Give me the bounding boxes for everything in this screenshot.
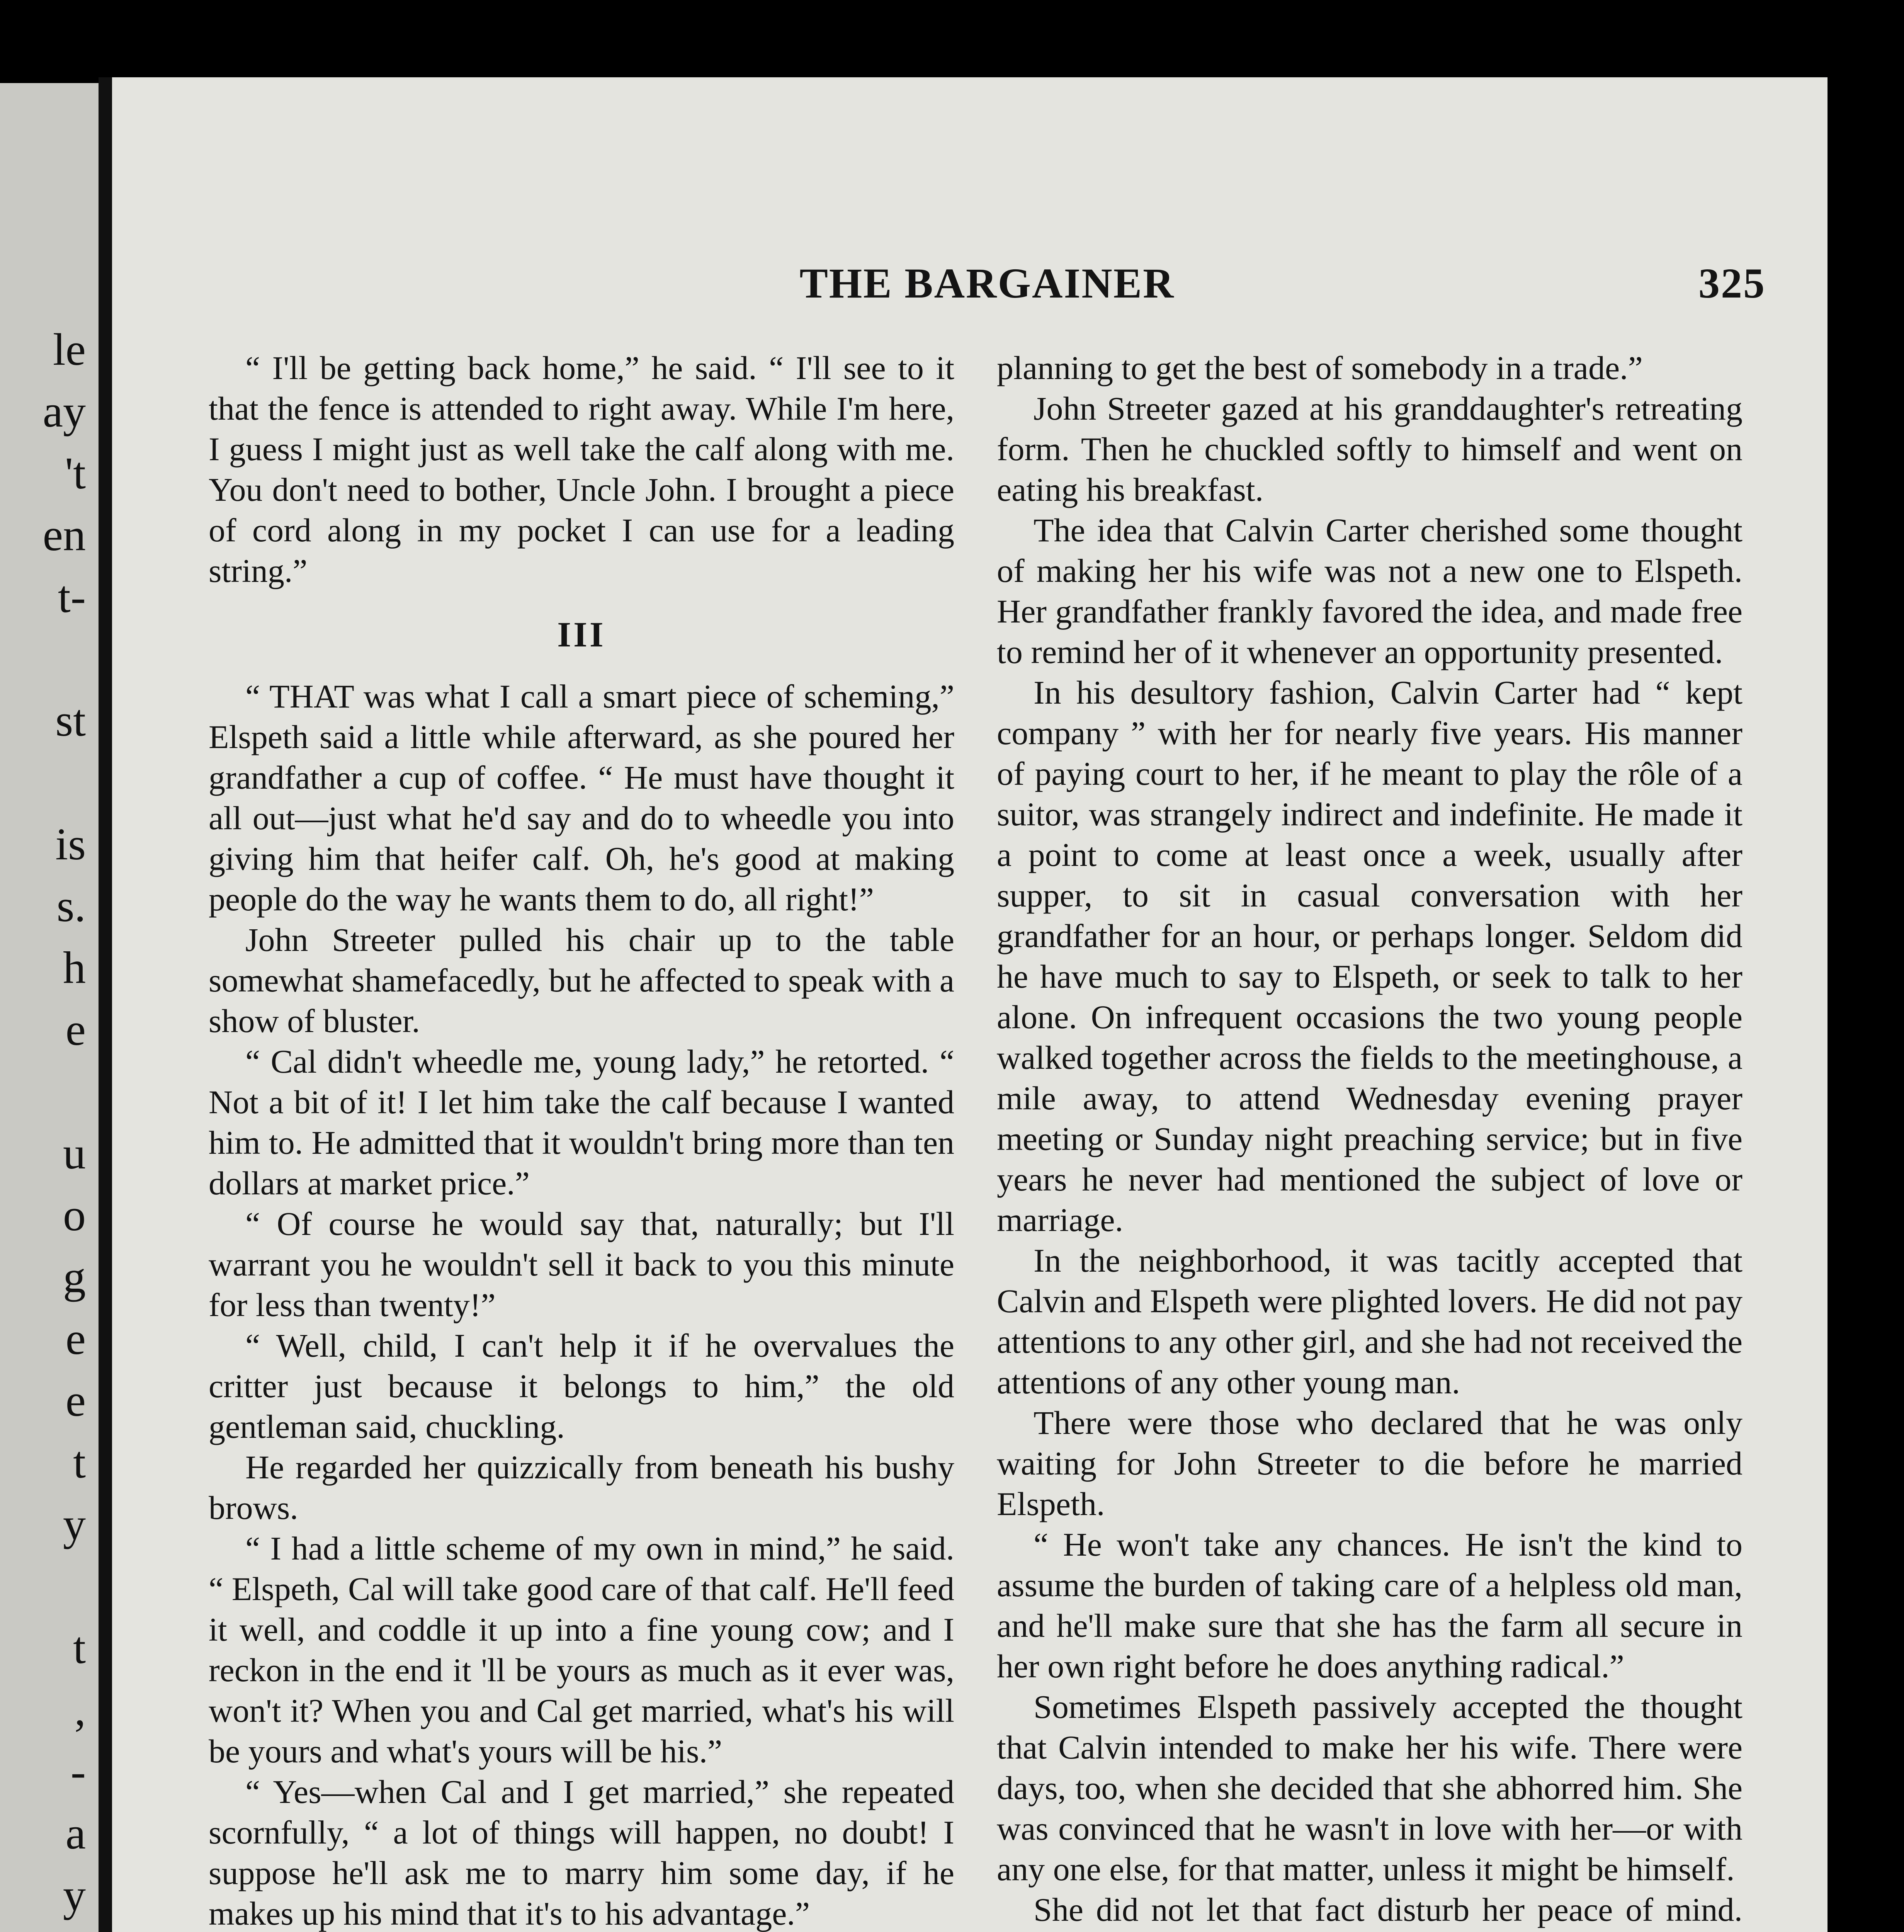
facing-page-fragment: le (53, 324, 86, 375)
paragraph: He regarded her quizzically from beneath his bushy brows. (209, 1449, 954, 1526)
left-column (209, 348, 954, 1932)
paragraph: John Streeter gazed at his granddaughter's retreating form. Then he chuckled softly to himself and went on eating his breakfast. (997, 390, 1742, 508)
facing-page-fragment: e (65, 1375, 86, 1426)
section-heading: III (557, 615, 606, 654)
paragraph: Sometimes Elspeth passively accepted the thought that Calvin intended to make her his wife. There were days, too, when she decided that she abhorred him. She was convinced that he wasn't in love with her—or with any one else, for that matter, unless it might be himself. (997, 1688, 1742, 1888)
paragraph: “ Yes—when Cal and I get married,” she repeated scornfully, “ a lot of things will happen, no doubt! I suppose he'll ask me to marry him some day, if he makes up his mind that it's to his advantage.” (209, 1773, 954, 1932)
facing-page-fragment (0, 1061, 97, 1122)
facing-page-fragment: y (63, 1499, 86, 1549)
paragraph: “ Cal didn't wheedle me, young lady,” he retorted. “ Not a bit of it! I let him take the calf because I wanted him to. He admitted that it wouldn't bring more than ten dollars at market price.” (209, 1043, 954, 1202)
paragraph: “ He won't take any chances. He isn't the kind to assume the burden of taking care of a helpless old man, and he'll make sure that she has the farm all secure in her own right before he does anything radical.” (997, 1526, 1742, 1685)
facing-page-fragment (0, 1555, 97, 1617)
facing-page-fragment: e (65, 1313, 86, 1364)
facing-page-fragment: s. (56, 881, 86, 931)
facing-page-fragment: u (63, 1128, 86, 1179)
facing-page-fragment: t- (58, 571, 86, 622)
running-title: THE BARGAINER (799, 260, 1175, 307)
text-columns (209, 348, 1766, 1932)
paragraph: “ I'll be getting back home,” he said. “ I'll see to it that the fence is attended to right away. While I'm here, I guess I might just as well take the calf along with me. You don't need to bother, Uncle John. I brought a piece of cord along in my pocket I can use for a leading string.” (209, 349, 954, 589)
facing-page-fragment: ay (42, 386, 86, 437)
facing-page-fragment: h (63, 942, 86, 993)
paragraph: The idea that Calvin Carter cherished some thought of making her his wife was not a new one to Elspeth. Her grandfather frankly favored the idea, and made free to remind her of it whenever an opportunity presented. (997, 512, 1742, 670)
paragraph: “ Of course he would say that, naturally; but I'll warrant you he wouldn't sell it back to you this minute for less than twenty!” (209, 1205, 954, 1323)
right-column (997, 348, 1742, 1932)
page-number: 325 (1698, 260, 1766, 307)
facing-page-fragment: en (42, 510, 86, 560)
facing-page-fragment: e (65, 1004, 86, 1055)
facing-page-fragment: t (73, 1622, 86, 1673)
paragraph: “ Well, child, I can't help it if he overvalues the critter just because it belongs to him,” the old gentleman said, chuckling. (209, 1327, 954, 1445)
facing-page-fragment: is (55, 819, 86, 869)
facing-page-edge (0, 83, 99, 1932)
facing-page-fragment: g (63, 1252, 86, 1302)
facing-page-fragment (0, 1926, 97, 1932)
facing-page-fragment: y (63, 1870, 86, 1920)
page-header (209, 259, 1766, 325)
paragraph: John Streeter pulled his chair up to the table somewhat shamefacedly, but he affected to speak with a show of bluster. (209, 921, 954, 1039)
paragraph: In the neighborhood, it was tacitly accepted that Calvin and Elspeth were plighted lovers. He did not pay attentions to any other girl, and she had not received the attentions of any other young man. (997, 1242, 1742, 1401)
facing-page-fragment: st (55, 695, 86, 746)
paragraph: In his desultory fashion, Calvin Carter had “ kept company ” with her for nearly five years. His manner of paying court to her, if he meant to play the rôle of a suitor, was strangely indirect and indefinite. He made it a point to come at least once a week, usually after supper, to sit in casual conversation with her grandfather for an hour, or perhaps longer. Seldom did he have much to say to Elspeth, or seek to talk to her alone. On infrequent occasions the two young people walked together across the fields to the meetinghouse, a mile away, to attend Wednesday evening prayer meeting or Sunday night preaching service; but in five years he never had mentioned the subject of love or marriage. (997, 674, 1742, 1238)
facing-page-fragment (0, 628, 97, 690)
paragraph: “ THAT was what I call a smart piece of scheming,” Elspeth said a little while afterward, as she poured her grandfather a cup of coffee. “ He must have thought it all out—just what he'd say and do to wheedle you into giving him that heifer calf. Oh, he's good at making people do the way he wants them to do, all right!” (209, 678, 954, 918)
facing-page-fragment: - (70, 1746, 86, 1797)
facing-page-fragment: , (74, 1684, 86, 1735)
facing-page-fragment: o (63, 1190, 86, 1240)
facing-page-fragment: 't (65, 448, 86, 498)
paragraph-continuation: planning to get the best of somebody in a trade.” (997, 349, 1643, 386)
paragraph: There were those who declared that he was only waiting for John Streeter to die before he married Elspeth. (997, 1404, 1742, 1522)
facing-page-fragment: t (73, 1437, 86, 1488)
facing-page-fragment (0, 752, 97, 813)
book-page (112, 77, 1828, 1932)
facing-page-text-fragments (0, 319, 97, 1932)
facing-page-fragment: a (65, 1808, 86, 1859)
paragraph: She did not let that fact disturb her peace of mind. (1034, 1891, 1742, 1928)
paragraph: “ I had a little scheme of my own in mind,” he said. “ Elspeth, Cal will take good care of that calf. He'll feed it well, and coddle it up into a fine young cow; and I reckon in the end it 'll be yours as much as it ever was, won't it? When you and Cal get married, what's his will be yours and what's yours will be his.” (209, 1530, 954, 1770)
